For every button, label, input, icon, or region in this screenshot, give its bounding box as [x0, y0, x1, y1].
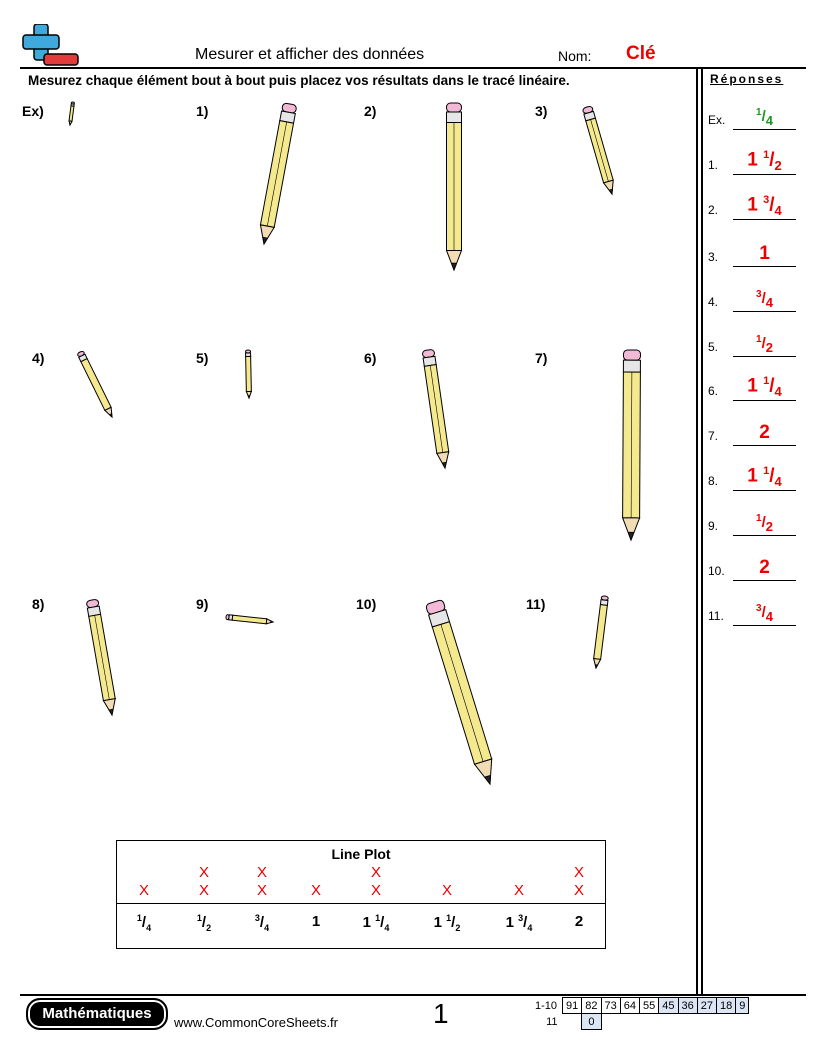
- answer-line: [733, 311, 796, 312]
- score-row: [532, 998, 749, 1014]
- tick-numerator: 1: [196, 913, 202, 923]
- answer-value: $^3/_4$: [756, 603, 773, 624]
- answer-denominator: 2: [765, 340, 773, 355]
- score-spacer: [563, 1014, 582, 1030]
- footer-divider: [20, 994, 806, 996]
- answer-value: 1 $^1/_2$: [747, 148, 782, 173]
- question-label: 3): [535, 103, 548, 119]
- line-plot-tick-label: [291, 913, 341, 930]
- answer-row: [708, 327, 796, 357]
- tick-denominator: 2: [455, 923, 461, 933]
- answer-column-border: [701, 67, 703, 995]
- line-plot-x-mark: X: [573, 882, 584, 899]
- answer-denominator: 4: [774, 384, 782, 399]
- answer-value: $^1/_2$: [756, 334, 773, 355]
- line-plot-x-mark: X: [198, 864, 209, 881]
- answer-numerator: 3: [756, 289, 762, 300]
- answer-numerator: 3: [756, 603, 762, 614]
- line-plot-tick-label: $^1/_4$: [136, 913, 152, 933]
- pencil-icon: [226, 615, 274, 625]
- answer-row: [708, 145, 796, 175]
- answer-line: [733, 625, 796, 626]
- answer-row: [708, 190, 796, 220]
- answer-row: [708, 461, 796, 491]
- pencil-icon: [623, 350, 641, 540]
- line-plot-tick-label: 1 $^3/_4$: [505, 913, 533, 933]
- line-plot-axis: [117, 903, 605, 904]
- tick-numerator: 1: [375, 913, 381, 923]
- answer-value: $^3/_4$: [756, 289, 773, 310]
- question-label: 7): [535, 350, 548, 366]
- line-plot-x-mark: X: [256, 864, 267, 881]
- score-cell: 82: [582, 998, 601, 1014]
- answer-numerator: 1: [756, 107, 762, 118]
- tick-denominator: 4: [264, 923, 270, 933]
- answer-row: [708, 371, 796, 401]
- answer-line: [733, 356, 796, 357]
- score-table: [532, 997, 749, 1030]
- answer-value: $^1/_4$: [756, 107, 773, 128]
- tick-whole: 1: [362, 914, 371, 931]
- question-label: 11): [526, 596, 546, 612]
- answer-row: [708, 506, 796, 536]
- tick-denominator: 4: [527, 923, 533, 933]
- answer-number: Ex.: [708, 113, 726, 127]
- question-label: 4): [32, 350, 45, 366]
- answer-whole: 2: [759, 422, 770, 443]
- score-row-label: 11: [546, 1015, 558, 1028]
- score-cell: 91: [563, 998, 582, 1014]
- answer-line: [733, 400, 796, 401]
- answer-number: 1.: [708, 158, 719, 172]
- line-plot-x-mark: X: [310, 882, 321, 899]
- line-plot-tick-label: [554, 913, 604, 930]
- answer-number: 3.: [708, 250, 719, 264]
- answer-row: [708, 100, 796, 130]
- answer-line: [733, 219, 796, 220]
- tick-denominator: 2: [206, 923, 212, 933]
- answer-whole: 1: [747, 149, 758, 171]
- score-cell: 73: [601, 998, 620, 1014]
- answer-value: 1 $^1/_4$: [747, 464, 782, 489]
- tick-numerator: 1: [446, 913, 452, 923]
- answer-numerator: 1: [763, 464, 770, 477]
- score-cell: 55: [640, 998, 659, 1014]
- answer-line: [733, 535, 796, 536]
- line-plot: [116, 840, 606, 949]
- line-plot-x-mark: X: [370, 882, 381, 899]
- answer-whole: 2: [759, 557, 770, 578]
- line-plot-x-mark: X: [138, 882, 149, 899]
- tick-whole: 1: [433, 914, 442, 931]
- tick-denominator: 4: [384, 923, 390, 933]
- line-plot-tick-label: 1 $^1/_4$: [362, 913, 390, 933]
- answer-row: [708, 551, 796, 581]
- answer-line: [733, 266, 796, 267]
- score-row-label: 1-10: [535, 999, 558, 1012]
- name-label: Nom:: [558, 48, 592, 64]
- tick-numerator: 3: [518, 913, 524, 923]
- answer-number: 7.: [708, 429, 719, 443]
- line-plot-x-mark: X: [256, 882, 267, 899]
- line-plot-tick-label: 1 $^1/_2$: [433, 913, 461, 933]
- question-label: 8): [32, 596, 45, 612]
- answer-row: [708, 282, 796, 312]
- page-number: 1: [433, 998, 449, 1029]
- pencil-icon: [77, 350, 115, 418]
- score-row: [532, 1014, 749, 1030]
- line-plot-x-mark: X: [573, 864, 584, 881]
- answer-value: [733, 557, 796, 579]
- line-plot-x-mark: X: [441, 882, 452, 899]
- tick-whole: 1: [311, 913, 321, 930]
- pencil-icon: [425, 599, 498, 786]
- question-label: 2): [364, 103, 377, 119]
- pencil-icon: [593, 596, 609, 669]
- answer-value: 1 $^3/_4$: [747, 193, 782, 218]
- pencil-icon: [257, 103, 297, 246]
- pencil-icon: [246, 350, 252, 398]
- score-cell: 18: [717, 998, 736, 1014]
- answer-denominator: 4: [765, 113, 773, 128]
- answer-numerator: 1: [763, 148, 770, 161]
- subject-badge: Mathématiques: [26, 998, 168, 1030]
- answer-row: [708, 237, 796, 267]
- score-cell: 64: [620, 998, 639, 1014]
- line-plot-x-mark: X: [513, 882, 524, 899]
- answers-heading: Réponses: [710, 72, 784, 86]
- answer-denominator: 4: [774, 203, 782, 218]
- answer-denominator: 2: [765, 519, 773, 534]
- answer-line: [733, 129, 796, 130]
- answer-denominator: 4: [765, 295, 773, 310]
- answer-numerator: 1: [756, 334, 762, 345]
- instructions: Mesurez chaque élément bout à bout puis placez vos résultats dans le tracé linéaire.: [28, 73, 570, 88]
- answer-whole: 1: [747, 375, 758, 397]
- website-link[interactable]: www.CommonCoreSheets.fr: [174, 1015, 338, 1030]
- line-plot-x-mark: X: [370, 864, 381, 881]
- score-cell: 0: [582, 1014, 601, 1030]
- answer-number: 4.: [708, 295, 719, 309]
- answer-value: 1 $^1/_4$: [747, 374, 782, 399]
- answer-value: $^1/_2$: [756, 513, 773, 534]
- tick-whole: 2: [574, 913, 584, 930]
- answer-number: 10.: [708, 564, 725, 578]
- pencil-icon: [422, 349, 451, 469]
- answer-numerator: 3: [763, 193, 770, 206]
- question-label: 5): [196, 350, 209, 366]
- answer-denominator: 4: [765, 609, 773, 624]
- question-label: 1): [196, 103, 209, 119]
- tick-denominator: 4: [146, 923, 152, 933]
- score-cell: 9: [736, 998, 749, 1014]
- answer-whole: 1: [747, 194, 758, 216]
- answer-number: 11.: [708, 609, 724, 623]
- answer-denominator: 4: [774, 474, 782, 489]
- pencil-icon: [69, 102, 75, 125]
- score-cell: 45: [659, 998, 678, 1014]
- answer-value: [733, 422, 796, 444]
- pencil-icon: [86, 599, 118, 716]
- name-value: Clé: [626, 43, 656, 64]
- worksheet-title: Mesurer et afficher des données: [195, 46, 425, 63]
- answer-line: [733, 174, 796, 175]
- tick-numerator: 3: [254, 913, 260, 923]
- answer-numerator: 1: [756, 513, 762, 524]
- line-plot-tick-label: $^3/_4$: [254, 913, 270, 933]
- line-plot-title: Line Plot: [331, 846, 391, 862]
- answer-column-border: [696, 67, 698, 995]
- answer-line: [733, 580, 796, 581]
- answer-whole: 1: [759, 243, 770, 264]
- pencil-icon: [447, 103, 462, 270]
- tick-whole: 1: [505, 914, 514, 931]
- answer-number: 2.: [708, 203, 719, 217]
- answer-row: [708, 596, 796, 626]
- score-cell: 36: [678, 998, 697, 1014]
- line-plot-x-mark: X: [198, 882, 209, 899]
- answer-number: 8.: [708, 474, 719, 488]
- question-label: Ex): [22, 103, 44, 119]
- line-plot-tick-label: $^1/_2$: [196, 913, 212, 933]
- answer-numerator: 1: [763, 374, 770, 387]
- answer-denominator: 2: [774, 158, 782, 173]
- answer-line: [733, 445, 796, 446]
- question-label: 6): [364, 350, 377, 366]
- answer-row: [708, 416, 796, 446]
- question-label: 10): [356, 596, 377, 612]
- answer-number: 9.: [708, 519, 719, 533]
- answer-number: 6.: [708, 384, 719, 398]
- answer-line: [733, 490, 796, 491]
- answer-number: 5.: [708, 340, 719, 354]
- pencil-icon: [582, 106, 617, 196]
- tick-numerator: 1: [136, 913, 142, 923]
- score-cell: 27: [697, 998, 716, 1014]
- answer-whole: 1: [747, 465, 758, 487]
- question-label: 9): [196, 596, 209, 612]
- answer-value: [733, 243, 796, 265]
